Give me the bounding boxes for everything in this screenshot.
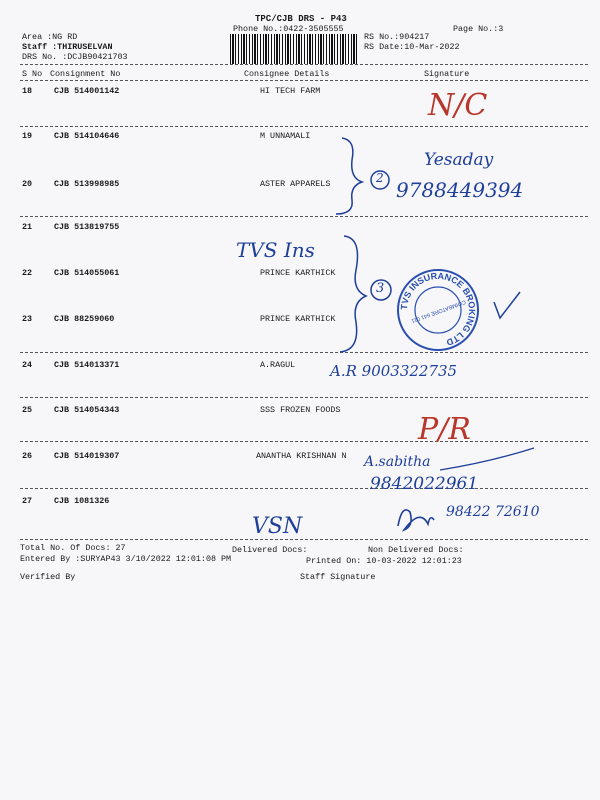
- total-docs: Total No. Of Docs: 27: [20, 543, 126, 553]
- row-consignment: CJB 514019307: [54, 451, 120, 461]
- circle-3-label: 3: [376, 281, 385, 296]
- circle-2-label: 2: [376, 171, 384, 185]
- handwritten-signature-number: 98422 72610: [446, 504, 540, 520]
- row-sno: 21: [22, 222, 33, 232]
- printed-on: Printed On: 10-03-2022 12:01:23: [306, 556, 462, 566]
- row-sno: 27: [22, 496, 33, 506]
- handwritten-nc: N/C: [428, 88, 488, 123]
- phone-number: Phone No.:0422-3505555: [233, 24, 344, 34]
- row-consignee: ANANTHA KRISHNAN N: [256, 451, 347, 461]
- document-title: TPC/CJB DRS - P43: [255, 14, 347, 24]
- row-consignee: SSS FROZEN FOODS: [260, 405, 341, 415]
- non-delivered-docs: Non Delivered Docs:: [368, 545, 464, 555]
- row-consignee: PRINCE KARTHICK: [260, 268, 336, 278]
- entered-by: Entered By :SURYAP43 3/10/2022 12:01:08 PM: [20, 554, 232, 564]
- row-consignee: ASTER APPARELS: [260, 179, 331, 189]
- handwritten-ragul-note: A.R 9003322735: [330, 362, 458, 380]
- row-consignment: CJB 514013371: [54, 360, 120, 370]
- row-sno: 20: [22, 179, 33, 189]
- handwritten-sabitha: A.sabitha: [364, 454, 431, 470]
- stamp-center-text: COIMBATORE 641 011: [410, 298, 467, 324]
- signature-squiggle: [398, 510, 434, 530]
- bracket-21-23: [340, 236, 366, 352]
- col-signature: Signature: [424, 69, 470, 79]
- row-consignment: CJB 88259060: [54, 314, 115, 324]
- row-consignee: M UNNAMALI: [260, 131, 311, 141]
- col-consignee: Consignee Details: [244, 69, 330, 79]
- row-sno: 18: [22, 86, 33, 96]
- row-consignment: CJB 513819755: [54, 222, 120, 232]
- handwritten-vsn: VSN: [252, 514, 303, 539]
- row-consignee: A.RAGUL: [260, 360, 296, 370]
- handwritten-tvs-ins: TVS Ins: [236, 238, 315, 262]
- tail-stroke: [440, 448, 534, 470]
- handwritten-phone-1: 9788449394: [396, 178, 524, 202]
- row-consignment: CJB 514054343: [54, 405, 120, 415]
- row-consignment: CJB 514055061: [54, 268, 120, 278]
- col-sno: S No: [22, 69, 43, 79]
- row-sno: 23: [22, 314, 33, 324]
- company-stamp: [396, 268, 480, 352]
- rs-number: RS No.:904217: [364, 32, 430, 42]
- staff-label: Staff :THIRUSELVAN: [22, 42, 113, 52]
- verified-by: Verified By: [20, 572, 76, 582]
- row-consignee: PRINCE KARTHICK: [260, 314, 336, 324]
- page-number: Page No.:3: [453, 24, 504, 34]
- bracket-19-20: [336, 138, 362, 214]
- row-consignment: CJB 1081326: [54, 496, 110, 506]
- rs-date: RS Date:10-Mar-2022: [364, 42, 460, 52]
- staff-signature-label: Staff Signature: [300, 572, 376, 582]
- tick-mark: [494, 292, 520, 318]
- row-sno: 24: [22, 360, 33, 370]
- row-sno: 19: [22, 131, 33, 141]
- handwritten-pr: P/R: [418, 412, 471, 447]
- delivered-docs: Delivered Docs:: [232, 545, 308, 555]
- row-sno: 25: [22, 405, 33, 415]
- area-label: Area :NG RD: [22, 32, 78, 42]
- row-sno: 22: [22, 268, 33, 278]
- handwritten-phone-2: 9842022961: [370, 474, 479, 494]
- row-consignee: HI TECH FARM: [260, 86, 321, 96]
- handwritten-yesterday: Yesaday: [424, 150, 494, 170]
- col-consignment: Consignment No: [50, 69, 121, 79]
- row-consignment: CJB 513998985: [54, 179, 120, 189]
- row-consignment: CJB 514104646: [54, 131, 120, 141]
- row-sno: 26: [22, 451, 33, 461]
- drs-number: DRS No. :DCJB90421703: [22, 52, 128, 62]
- stamp-ring-text: TVS INSURANCE BROKING LTD: [398, 270, 478, 348]
- row-consignment: CJB 514001142: [54, 86, 120, 96]
